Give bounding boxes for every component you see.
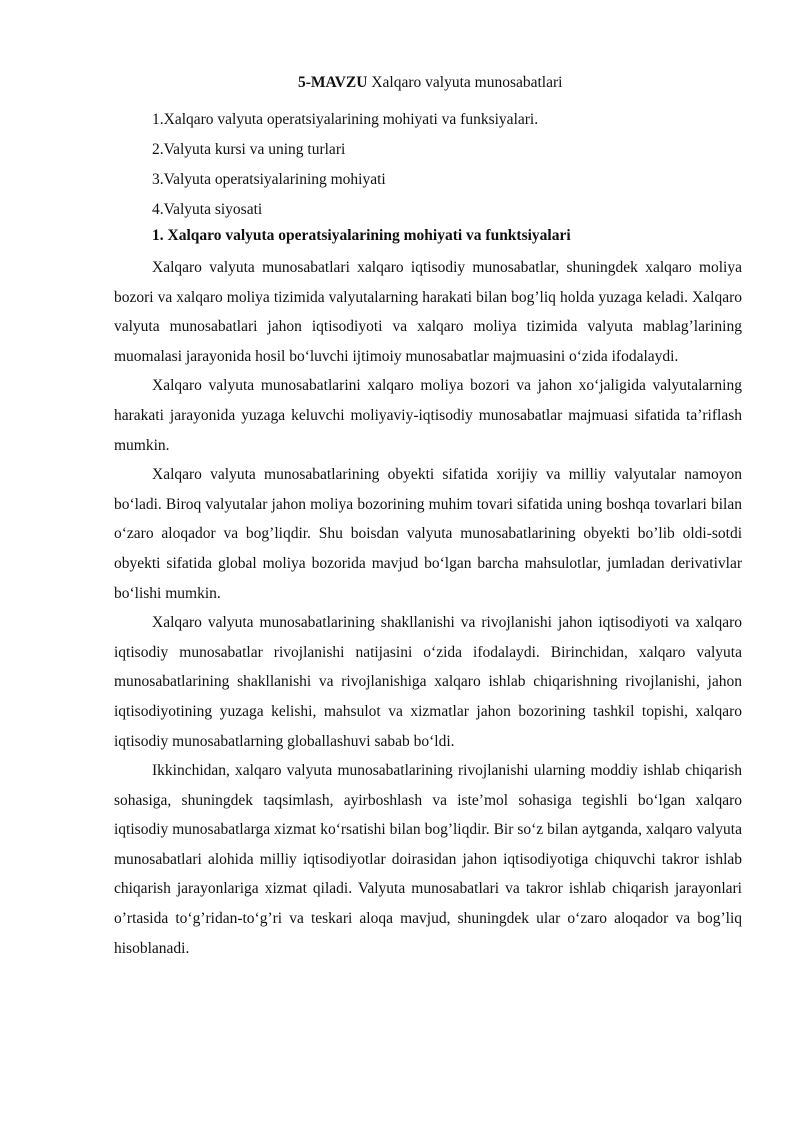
outline-item: 3.Valyuta operatsiyalarining mohiyati — [152, 171, 386, 188]
section-heading: 1. Xalqaro valyuta operatsiyalarining mohiyati va funktsiyalari — [152, 227, 571, 244]
topic-outline — [152, 105, 538, 225]
paragraph: Xalqaro valyuta munosabatlarining obyekti sifatida xorijiy va milliy valyutalar namoyon bo‘ladi. Biroq valyutalar jahon moliya bozorining muhim tovari sifatida uning boshqa tovarlari bilan o‘zaro aloqador va bog’liqdir. Shu boisdan valyuta munosabatlarining obyekti bo’lib oldi-sotdi obyekti sifatida global moliya bozorida mavjud bo‘lgan barcha mahsulotlar, jumladan derivativlar bo‘lishi mumkin. — [114, 466, 742, 602]
topic-number: 5-MAVZU — [298, 74, 368, 91]
paragraph: Xalqaro valyuta munosabatlarini xalqaro moliya bozori va jahon xo‘jaligida valyutalarning harakati jarayonida yuzaga keluvchi moliyaviy-iqtisodiy munosabatlar majmuasi sifatida ta’riflash mumkin. — [114, 377, 742, 454]
outline-item: 1.Xalqaro valyuta operatsiyalarining mohiyati va funksiyalari. — [152, 111, 539, 128]
paragraph: Xalqaro valyuta munosabatlarining shakllanishi va rivojlanishi jahon iqtisodiyoti va xalqaro iqtisodiy munosabatlar rivojlanishi natijasini o‘zida ifodalaydi. Birinchidan, xalqaro valyuta munosabatlarining shakllanishi va rivojlanishiga xalqaro ishlab chiqarishning rivojlanishi, jahon iqtisodiyotining yuzaga kelishi, mahsulot va xizmatlar jahon bozorining tashkil topishi, xalqaro iqtisodiy munosabatlarning globallashuvi sabab bo‘ldi. — [114, 614, 742, 750]
outline-item: 2.Valyuta kursi va uning turlari — [152, 141, 346, 158]
document-title — [298, 74, 562, 92]
topic-title: Xalqaro valyuta munosabatlari — [367, 74, 563, 91]
paragraph: Ikkinchidan, xalqaro valyuta munosabatlarining rivojlanishi ularning moddiy ishlab chiqarish sohasiga, shuningdek taqsimlash, ayirboshlash va iste’mol sohasiga tegishli bo‘lgan xalqaro iqtisodiy munosabatlarga xizmat ko‘rsatishi bilan bog’liqdir. Bir so‘z bilan aytganda, xalqaro valyuta munosabatlari alohida milliy iqtisodiyotlar doirasidan jahon iqtisodiyotiga chiquvchi takror ishlab chiqarish jarayonlariga xizmat qiladi. Valyuta munosabatlari va takror ishlab chiqarish jarayonlari o’rtasida to‘g’ridan-to‘g’ri va teskari aloqa mavjud, shuningdek ular o‘zaro aloqador va bog’liq hisoblanadi. — [114, 762, 742, 957]
body-text — [114, 253, 742, 963]
paragraph: Xalqaro valyuta munosabatlari xalqaro iqtisodiy munosabatlar, shuningdek xalqaro moliya bozori va xalqaro moliya tizimida valyutalarning harakati bilan bog’liq holda yuzaga keladi. Xalqaro valyuta munosabatlari jahon iqtisodiyoti va xalqaro moliya tizimida valyuta mablag’larining muomalasi jarayonida hosil bo‘luvchi ijtimoiy munosabatlar majmuasini o‘zida ifodalaydi. — [114, 259, 742, 365]
outline-item: 4.Valyuta siyosati — [152, 201, 263, 218]
